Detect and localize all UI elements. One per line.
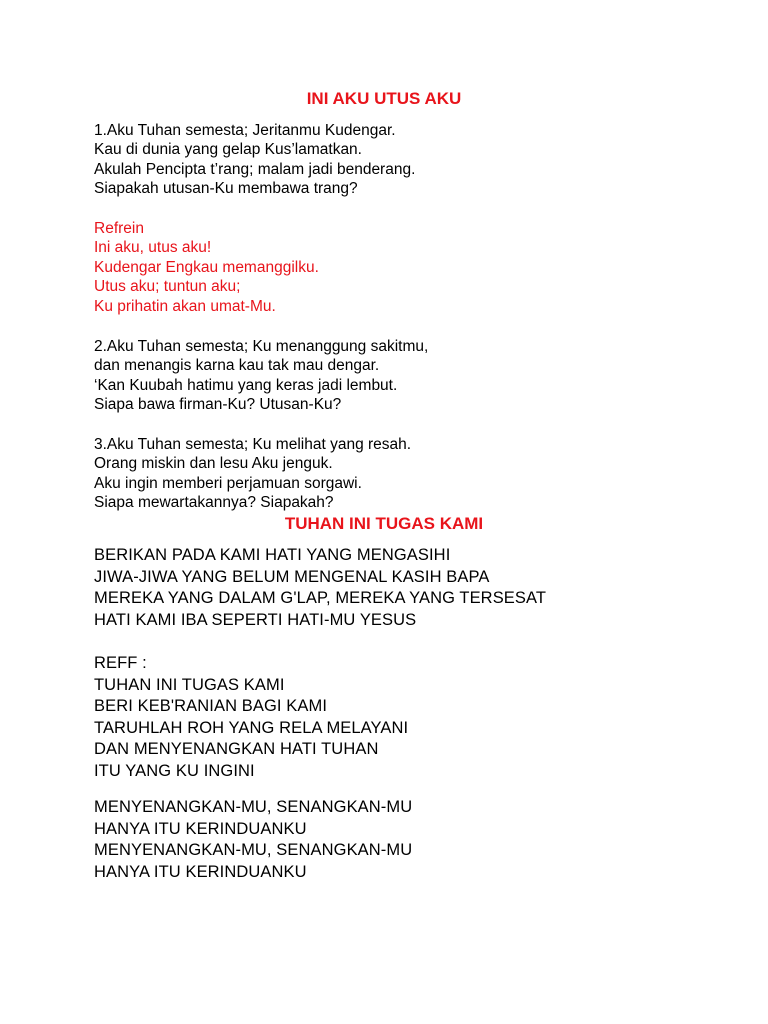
- lyric-line: Orang miskin dan lesu Aku jenguk.: [94, 455, 333, 473]
- lyric-line: ITU YANG KU INGINI: [94, 761, 255, 780]
- song1-refrain: [94, 219, 319, 316]
- lyric-line: DAN MENYENANGKAN HATI TUHAN: [94, 740, 379, 758]
- lyric-line: TUHAN INI TUGAS KAMI: [94, 675, 285, 694]
- song1-verse-3: [94, 435, 411, 513]
- lyric-line: Ini aku, utus aku!: [94, 239, 212, 257]
- reff-label: REFF :: [94, 654, 147, 672]
- lyric-line: Siapa bawa firman-Ku? Utusan-Ku?: [94, 396, 342, 414]
- lyric-line: Siapa mewartakannya? Siapakah?: [94, 494, 334, 512]
- lyric-line: HANYA ITU KERINDUANKU: [94, 819, 307, 838]
- song2-outro: [94, 797, 412, 883]
- lyric-line: ‘Kan Kuubah hatimu yang keras jadi lembut.: [94, 376, 398, 394]
- lyric-line: Siapakah utusan-Ku membawa trang?: [94, 180, 358, 198]
- lyric-line: Akulah Pencipta t’rang; malam jadi benderang.: [94, 160, 416, 178]
- lyric-line: TARUHLAH ROH YANG RELA MELAYANI: [94, 718, 409, 737]
- song1-verse-2: [94, 337, 428, 415]
- lyric-line: JIWA-JIWA YANG BELUM MENGENAL KASIH BAPA: [94, 567, 490, 586]
- lyric-line: BERI KEB'RANIAN BAGI KAMI: [94, 697, 328, 715]
- song2-verse: [94, 545, 546, 631]
- lyric-line: HANYA ITU KERINDUANKU: [94, 862, 307, 881]
- lyric-line: MENYENANGKAN-MU, SENANGKAN-MU: [94, 798, 413, 816]
- lyric-line: HATI KAMI IBA SEPERTI HATI-MU YESUS: [94, 610, 417, 629]
- lyric-line: Kau di dunia yang gelap Kus’lamatkan.: [94, 141, 362, 159]
- lyric-line: 2.Aku Tuhan semesta; Ku menanggung sakitmu,: [94, 338, 429, 355]
- lyric-line: MENYENANGKAN-MU, SENANGKAN-MU: [94, 841, 413, 859]
- lyric-line: MEREKA YANG DALAM G'LAP, MEREKA YANG TERSESAT: [94, 589, 547, 607]
- refrain-label: Refrein: [94, 220, 144, 237]
- lyric-line: Utus aku; tuntun aku;: [94, 278, 241, 296]
- lyric-line: dan menangis karna kau tak mau dengar.: [94, 357, 380, 375]
- lyric-line: Ku prihatin akan umat-Mu.: [94, 297, 276, 315]
- song2-title: TUHAN INI TUGAS KAMI: [284, 514, 484, 533]
- song2-reff: [94, 653, 408, 782]
- lyric-line: BERIKAN PADA KAMI HATI YANG MENGASIHI: [94, 546, 451, 564]
- lyric-line: Aku ingin memberi perjamuan sorgawi.: [94, 474, 362, 492]
- lyric-line: 3.Aku Tuhan semesta; Ku melihat yang resah.: [94, 436, 412, 453]
- song1-verse-1: [94, 121, 415, 199]
- lyric-line: Kudengar Engkau memanggilku.: [94, 258, 319, 276]
- lyric-line: 1.Aku Tuhan semesta; Jeritanmu Kudengar.: [94, 122, 396, 139]
- song1-title: INI AKU UTUS AKU: [306, 89, 462, 108]
